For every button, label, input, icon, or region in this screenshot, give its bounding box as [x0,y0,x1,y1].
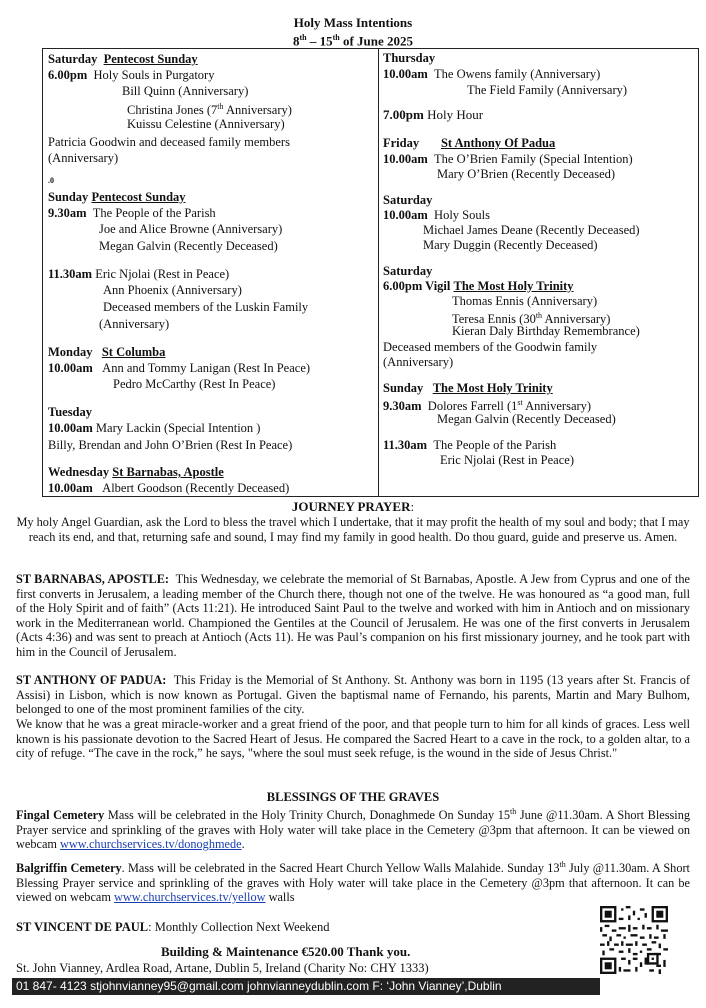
day-label: Thursday [383,51,436,65]
day-label: Saturday [48,52,98,66]
intention: The Field Family (Anniversary) [467,83,628,97]
day-label: Wednesday [48,465,110,479]
day-label: Saturday [383,193,433,207]
intention: Megan Galvin (Recently Deceased) [437,412,616,426]
mass-time: 9.30am [48,206,87,220]
intention: Holy Souls [434,208,490,222]
balgriffin-section: Balgriffin Cemetery. Mass will be celebrated in the Sacred Heart Church Yellow Walls Malahide. Sunday 13th July @11.30am. A Short Blessing Prayer service and sprinkling of the graves with Holy water will take place in the Cemetery @3pm that afternoon. It can be viewed on webcam www.churchservices.tv/yellow walls [16,860,690,905]
mass-time: 11.30am [383,438,428,452]
intention: (Anniversary) [383,355,454,369]
day-label: Tuesday [48,405,93,419]
mass-time: 6.00pm [48,68,88,82]
mass-time: 7.00pm [383,107,424,122]
box-bottom-border [42,496,699,497]
balgriffin-webcam-link[interactable]: www.churchservices.tv/yellow [114,890,266,905]
intention: The Owens family (Anniversary) [434,67,601,81]
intention: Joe and Alice Browne (Anniversary) [99,222,283,236]
mass-time: 6.00pm Vigil [383,279,451,293]
intention: Billy, Brendan and John O’Brien (Rest In Peace) [48,438,293,452]
fingal-webcam-link[interactable]: www.churchservices.tv/donoghmede [60,837,242,852]
intention: Deceased members of the Luskin Family [103,300,309,314]
intention: The O’Brien Family (Special Intention) [434,152,633,166]
intention: Megan Galvin (Recently Deceased) [99,239,278,253]
intention: Holy Souls in Purgatory [93,68,215,82]
intention: Ann and Tommy Lanigan (Rest In Peace) [102,361,311,375]
day-label: Sunday [383,381,424,395]
date-range: 8th – 15th of June 2025 [292,33,414,49]
feast-name: St Columba [101,345,166,359]
mass-time: 10.00am [48,421,93,435]
intention: The People of the Parish [92,206,216,220]
intention: Bill Quinn (Anniversary) [122,84,249,98]
intention: Kuissu Celestine (Anniversary) [127,117,285,131]
feast-name: St Barnabas, Apostle [112,465,224,479]
anthony-text-2: We know that he was a great miracle-worker and a great friend of the poor, and that people turn to him for all kinds of graces. Less well known is his passionate devotion to the Sacred Heart of Jesus. He compared the Sacred Heart to a cave in the rock, to a golden altar, to a city of refuge. “The cave in the rock,” he says, "where the soul must seek refuge, is the wound in the side of Jesus Christ." [16,717,690,761]
mass-time: 11.30am [48,267,93,281]
barnabas-section: ST BARNABAS, APOSTLE: This Wednesday, we celebrate the memorial of St Barnabas, Apostle. A Jew from Cyprus and one of the first converts in Jerusalem, a leading member of the Church there, though not one of the twelve. He was honoured as “a good man, full of the Holy Spirit and of faith” (Acts 11:21). He introduced Saint Paul to the twelve and worked with him in Antioch and on missionary work in the Mediterranean world. Championed the Gentiles at the Council of Jerusalem. He was one of the first converts in Jerusalem (Acts 4:36) and was sent to preach at Antioch (Acts 11). He was Paul’s companion on his first missionary journey, and he took part with him in the Council of Jerusalem. [16,572,690,659]
day-label: Monday [48,345,93,359]
intention: Teresa Ennis (30th Anniversary) [452,311,611,327]
intention: (Anniversary) [48,151,119,165]
intention: Eric Njolai (Rest in Peace) [95,267,230,281]
feast-name: The Most Holy Trinity [453,279,574,293]
journey-heading: JOURNEY PRAYER: [291,499,415,514]
svdp-note: ST VINCENT DE PAUL: Monthly Collection Next Weekend [16,920,330,934]
intention: Michael James Deane (Recently Deceased) [423,223,640,237]
mass-time: 10.00am [48,481,93,495]
fingal-section: Fingal Cemetery Mass will be celebrated in the Holy Trinity Church, Donaghmede On Sunday 15th June @11.30am. A Short Blessing Prayer service and sprinkling of the graves with Holy water will take place in the Cemetery @3pm that afternoon. It can be viewed on webcam www.churchservices.tv/donoghmede. [16,807,690,852]
intention: Christina Jones (7th Anniversary) [127,102,292,118]
intention: Pedro McCarthy (Rest In Peace) [113,377,276,391]
box-left-border [42,48,43,497]
mass-time: 10.00am [383,208,428,222]
contact-footer: 01 847- 4123 stjohnvianney95@gmail.com johnvianneydublin.com F: ‘John Vianney’,Dublin [12,978,600,995]
box-right-border [698,48,699,497]
intention: Kieran Daly Birthday Remembrance) [452,324,640,338]
anthony-section: ST ANTHONY OF PADUA: This Friday is the Memorial of St Anthony. St. Anthony was born in 1195 (13 years after St. Francis of Assisi) in Lisbon, which is now known as Portugal. Given the baptismal name of Fernando, his parents, Martin and Mary Bulhom, belonged to one of the most prominent families of the city. [16,673,690,717]
intention: Mary Lackin (Special Intention ) [95,421,261,435]
intention: Albert Goodson (Recently Deceased) [102,481,290,495]
intention: Ann Phoenix (Anniversary) [103,283,242,297]
journey-text: My holy Angel Guardian, ask the Lord to bless the travel which I undertake, that it may profit the health of my soul and body; that I may reach its end, and that, returning safe and sound, I may find my family in good health. Do thou guard, guide and preserve us. Amen. [16,515,690,544]
parish-address: St. John Vianney, Ardlea Road, Artane, Dublin 5, Ireland (Charity No: CHY 1333) [16,961,429,975]
mass-time: 10.00am [383,67,428,81]
intention: Mary Duggin (Recently Deceased) [423,238,598,252]
graves-heading: BLESSINGS OF THE GRAVES [266,790,440,804]
intention: Thomas Ennis (Anniversary) [452,294,598,308]
intention: (Anniversary) [99,317,170,331]
intention: Holy Hour [427,107,484,122]
intention: Deceased members of the Goodwin family [383,340,598,354]
building-fund: Building & Maintenance €520.00 Thank you. [161,944,411,959]
page-title: Holy Mass Intentions [293,15,413,30]
mass-time: 10.00am [383,152,428,166]
intention: Eric Njolai (Rest in Peace) [440,453,574,467]
day-label: Sunday [48,190,89,204]
feast-name: Pentecost Sunday [103,52,198,66]
qr-code[interactable] [600,906,668,974]
day-label: Saturday [383,264,433,278]
box-top-border [42,48,699,49]
mass-time: 10.00am [48,361,93,375]
feast-name: The Most Holy Trinity [432,381,553,395]
feast-name: St Anthony Of Padua [440,136,556,150]
feast-name: Pentecost Sunday [91,190,186,204]
intention: The People of the Parish [433,438,557,452]
box-divider [378,48,379,497]
stray-mark: .0 [48,176,54,185]
day-label: Friday [383,136,420,150]
intention: Mary O’Brien (Recently Deceased) [437,167,616,181]
intention: Patricia Goodwin and deceased family members [48,135,290,149]
